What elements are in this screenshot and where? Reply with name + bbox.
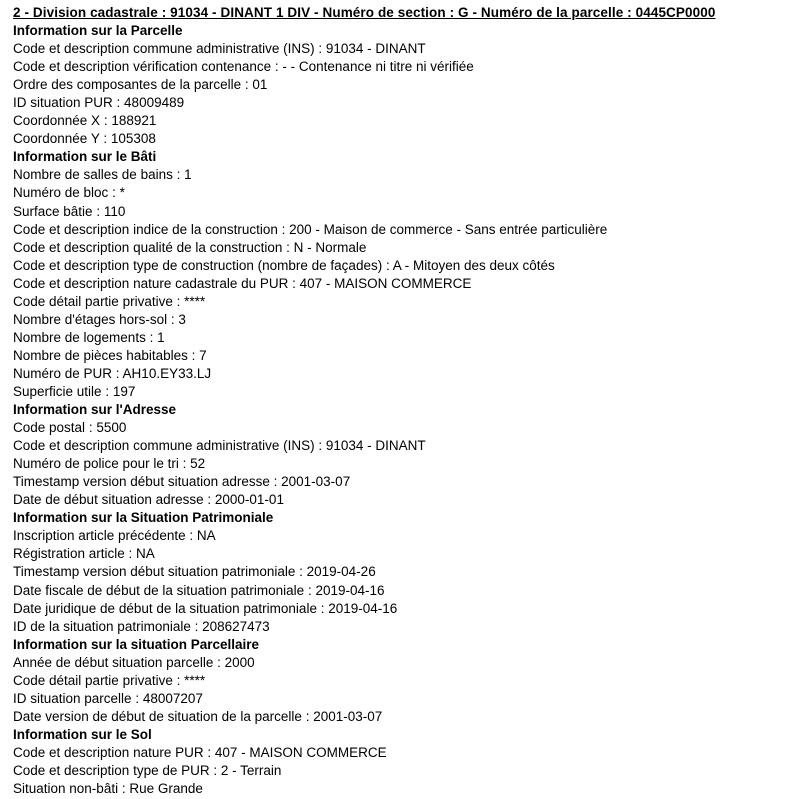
field-line [13, 780, 803, 798]
field-label: Nombre de pièces habitables [13, 347, 188, 363]
field-label: Surface bâtie [13, 203, 93, 219]
field-label: Code et description commune administrative (INS) [13, 438, 315, 454]
field-label: Année de début situation parcelle [13, 654, 214, 670]
field-value: : 188921 [100, 113, 157, 129]
field-label: Code et description commune administrative (INS) [13, 41, 315, 57]
field-line [13, 94, 803, 112]
field-value: : N - Normale [282, 239, 367, 255]
section-heading: Information sur l'Adresse [13, 402, 176, 418]
field-value: : 52 [178, 456, 206, 472]
field-value: : NA [185, 528, 216, 544]
field-line [13, 744, 803, 762]
field-label: ID situation PUR [13, 95, 113, 111]
field-line [13, 672, 803, 690]
field-label: Timestamp version début situation patrimoniale [13, 564, 296, 580]
field-value: : 208627473 [190, 618, 270, 634]
field-label: Code et description nature cadastrale du PUR [13, 275, 289, 291]
field-label: Nombre de salles de bains [13, 167, 173, 183]
field-value: : NA [124, 546, 155, 562]
field-value: : 110 [92, 203, 126, 219]
field-value: : 91034 - DINANT [314, 438, 426, 454]
field-value: : 1 [145, 329, 165, 345]
field-label: Coordonnée X [13, 113, 101, 129]
field-value: : * [108, 185, 125, 201]
field-line [13, 275, 803, 293]
field-label: Code et description type de PUR [13, 762, 210, 778]
section-heading: Information sur la Situation Patrimoniale [13, 510, 274, 526]
field-value: : **** [172, 672, 206, 688]
field-value: : 5500 [85, 420, 127, 436]
field-line [13, 221, 803, 239]
field-value: : 200 - Maison de commerce - Sans entrée particulière [277, 221, 608, 237]
field-line [13, 130, 803, 148]
field-line [13, 40, 803, 58]
field-value: : 48009489 [112, 95, 185, 111]
field-value: : A - Mitoyen des deux côtés [382, 257, 555, 273]
field-line [13, 437, 803, 455]
field-line [13, 329, 803, 347]
field-line [13, 58, 803, 76]
field-line [13, 257, 803, 275]
field-label: Date de début situation adresse [13, 492, 204, 508]
sections-container [13, 22, 803, 798]
field-line [13, 473, 803, 491]
field-label: Nombre d'étages hors-sol [13, 311, 168, 327]
field-label: Code détail partie privative [13, 672, 173, 688]
field-label: Situation non-bâti [13, 781, 119, 797]
field-line [13, 166, 803, 184]
field-label: ID situation parcelle [13, 690, 132, 706]
field-label: Code et description vérification contenance [13, 59, 272, 75]
field-line [13, 112, 803, 130]
section-heading: Information sur la situation Parcellaire [13, 636, 260, 652]
field-value: : 2000-01-01 [203, 492, 284, 508]
document-title: 2 - Division cadastrale : 91034 - DINANT 1 DIV - Numéro de section : G - Numéro de la parcelle : 0445CP0000 [13, 5, 716, 20]
field-label: Nombre de logements [13, 329, 146, 345]
field-line [13, 419, 803, 437]
field-label: Superficie utile [13, 383, 102, 399]
field-line [13, 762, 803, 780]
field-line [13, 654, 803, 672]
field-label: Code et description qualité de la construction [13, 239, 283, 255]
field-value: : 3 [167, 311, 186, 327]
field-line [13, 600, 803, 618]
field-line [13, 563, 803, 581]
field-label: Timestamp version début situation adresse [13, 474, 270, 490]
field-value: : 1 [172, 167, 192, 183]
section-heading: Information sur le Sol [13, 726, 152, 742]
field-label: Numéro de bloc [13, 185, 109, 201]
field-label: Code détail partie privative [13, 293, 173, 309]
field-line [13, 455, 803, 473]
field-line [13, 545, 803, 563]
field-value: : Rue Grande [118, 781, 203, 797]
field-line [13, 527, 803, 545]
field-value: : 2001-03-07 [269, 474, 351, 490]
field-line [13, 365, 803, 383]
field-label: Numéro de PUR [13, 365, 113, 381]
field-line [13, 708, 803, 726]
field-line [13, 347, 803, 365]
field-label: Régistration article [13, 546, 125, 562]
field-line [13, 293, 803, 311]
field-label: Ordre des composantes de la parcelle [13, 77, 242, 93]
field-line [13, 184, 803, 202]
field-label: Code postal [13, 420, 86, 436]
field-line [13, 618, 803, 636]
field-label: Code et description nature PUR [13, 744, 204, 760]
field-value: : 2019-04-16 [304, 582, 385, 598]
field-line [13, 690, 803, 708]
field-value: : 01 [241, 77, 268, 93]
field-value: : 2019-04-16 [316, 600, 398, 616]
field-line [13, 491, 803, 509]
field-value: : **** [172, 293, 206, 309]
field-label: Coordonnée Y [13, 131, 100, 147]
field-value: : 407 - MAISON COMMERCE [288, 275, 472, 291]
section-heading: Information sur la Parcelle [13, 23, 183, 39]
field-line [13, 383, 803, 401]
field-label: Inscription article précédente [13, 528, 186, 544]
field-value: : 105308 [99, 131, 156, 147]
section-heading: Information sur le Bâti [13, 149, 157, 165]
field-value: : 2019-04-26 [295, 564, 376, 580]
field-label: Code et description type de construction (nombre de façades) [13, 257, 383, 273]
field-value: : AH10.EY33.LJ [112, 365, 212, 381]
field-value: : 407 - MAISON COMMERCE [203, 744, 387, 760]
field-value: : 197 [101, 383, 136, 399]
field-value: : 2 - Terrain [209, 762, 282, 778]
field-line [13, 203, 803, 221]
field-label: Date juridique de début de la situation patrimoniale [13, 600, 317, 616]
field-value: : - - Contenance ni titre ni vérifiée [271, 59, 474, 75]
field-value: : 7 [187, 347, 207, 363]
field-line [13, 76, 803, 94]
field-value: : 2001-03-07 [301, 708, 383, 724]
field-label: ID de la situation patrimoniale [13, 618, 191, 634]
field-value: : 48007207 [131, 690, 203, 706]
field-label: Code et description indice de la construction [13, 221, 278, 237]
field-label: Numéro de police pour le tri [13, 456, 179, 472]
field-label: Date fiscale de début de la situation patrimoniale [13, 582, 305, 598]
field-line [13, 239, 803, 257]
field-label: Date version de début de situation de la parcelle [13, 708, 302, 724]
field-value: : 91034 - DINANT [314, 41, 426, 57]
field-line [13, 311, 803, 329]
field-value: : 2000 [213, 654, 255, 670]
field-line [13, 582, 803, 600]
